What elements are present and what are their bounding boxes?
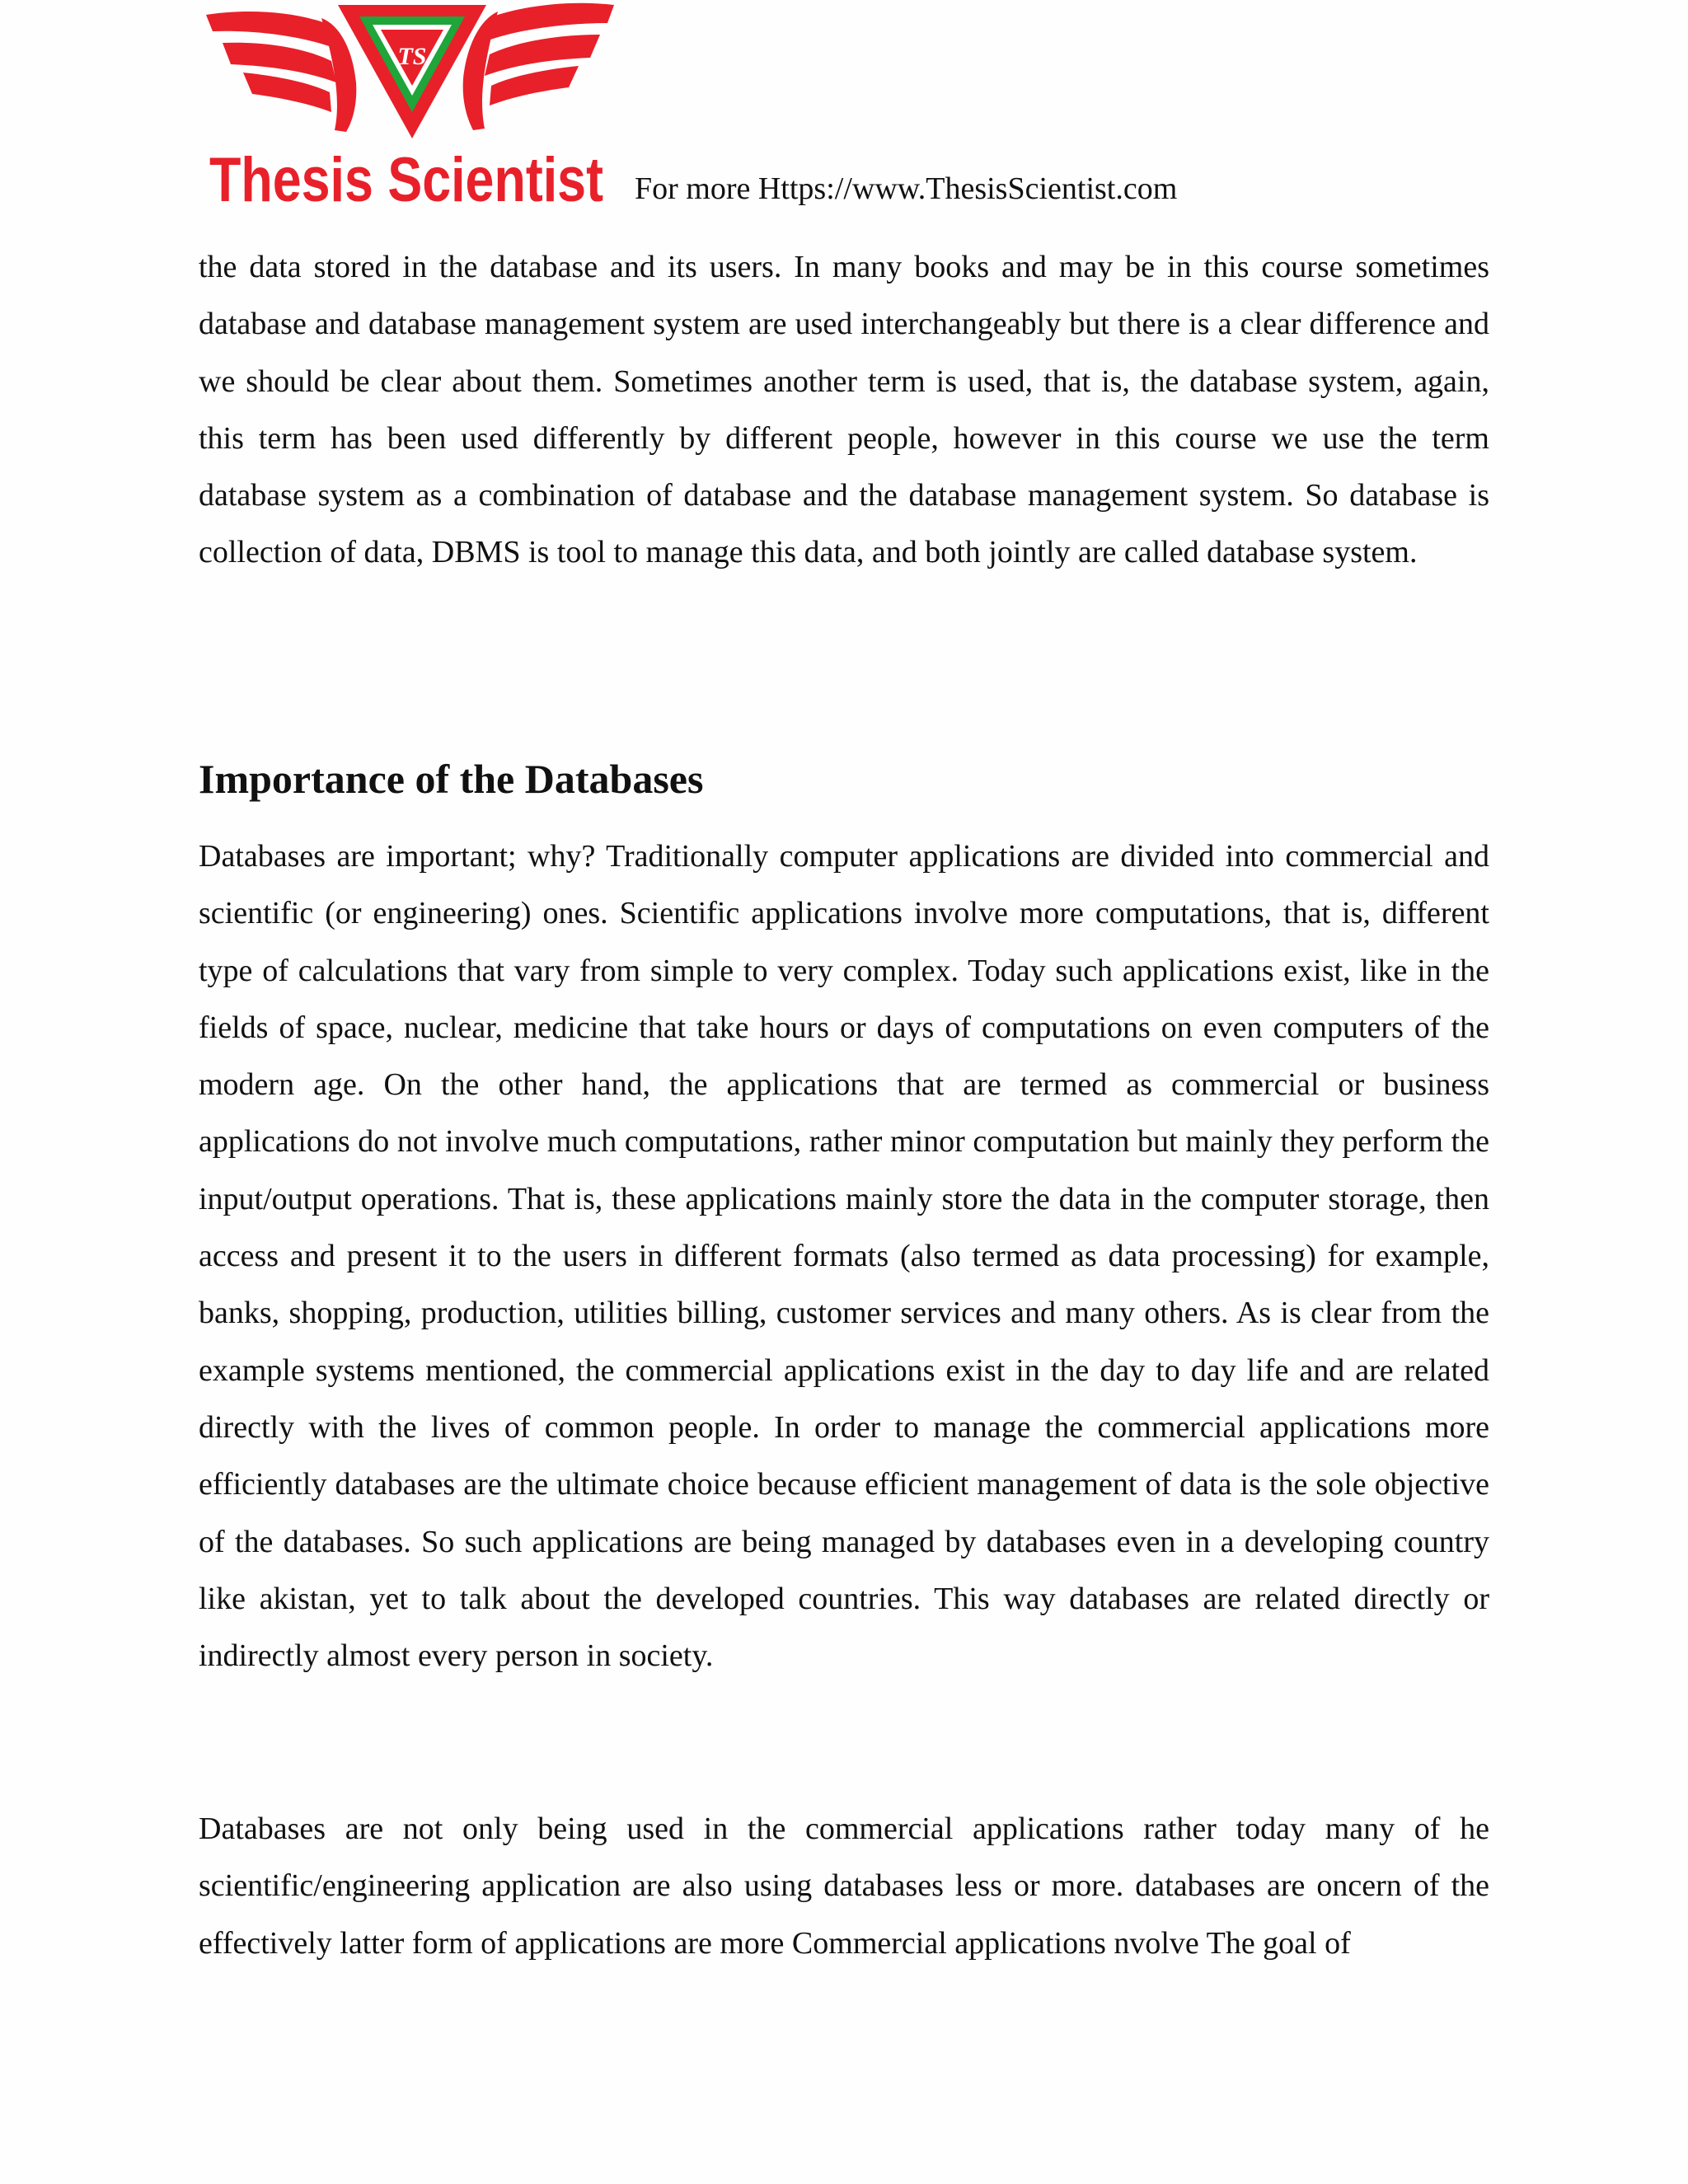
paragraph-3: Databases are not only being used in the commercial applications rather today many of he scientific/engineering application are also using databases less or more. databases are oncern of the effectively latter form of applications are more Commercial applications nvolve The goal of xyxy=(199,1811,1489,1961)
section-heading: Importance of the Databases xyxy=(199,756,704,802)
paragraph-1: the data stored in the database and its users. In many books and may be in this course sometimes database and database management system are used interchangeably but there is a clear difference and we should be clear about them. Sometimes another term is used, that is, the database system, again, this term has been used differently by different people, however in this course we use the term database system as a combination of database and the database management system. So database is collection of data, DBMS is tool to manage this data, and both jointly are called database system. xyxy=(199,250,1489,570)
website-link[interactable]: For more Https://www.ThesisScientist.com xyxy=(635,171,1178,206)
triangle-emblem-icon xyxy=(338,5,486,138)
right-wing-icon xyxy=(463,3,614,130)
logo-wordmark: Thesis Scientist xyxy=(209,145,603,215)
paragraph-2: Databases are important; why? Traditionally computer applications are divided into commercial and scientific (or engineering) ones. Scientific applications involve more computations, that is, different type of calculations that vary from simple to very complex. Today such applications exist, like in the fields of space, nuclear, medicine that take hours or days of computations on even computers of the modern age. On the other hand, the applications that are termed as commercial or business applications do not involve much computations, rather minor computation but mainly they perform the input/output operations. That is, these applications mainly store the data in the computer storage, then access and present it to the users in different formats (also termed as data processing) for example, banks, shopping, production, utilities billing, customer services and many others. As is clear from the example systems mentioned, the commercial applications exist in the day to day life and are related directly with the lives of common people. In order to manage the commercial applications more efficiently databases are the ultimate choice because efficient management of data is the sole objective of the databases. So such applications are being managed by databases even in a developing country like akistan, yet to talk about the developed countries. This way databases are related directly or indirectly almost every person in society. xyxy=(199,839,1489,1674)
left-wing-icon xyxy=(206,12,356,132)
svg-text:TS: TS xyxy=(397,43,427,70)
thesis-scientist-logo xyxy=(198,0,626,216)
